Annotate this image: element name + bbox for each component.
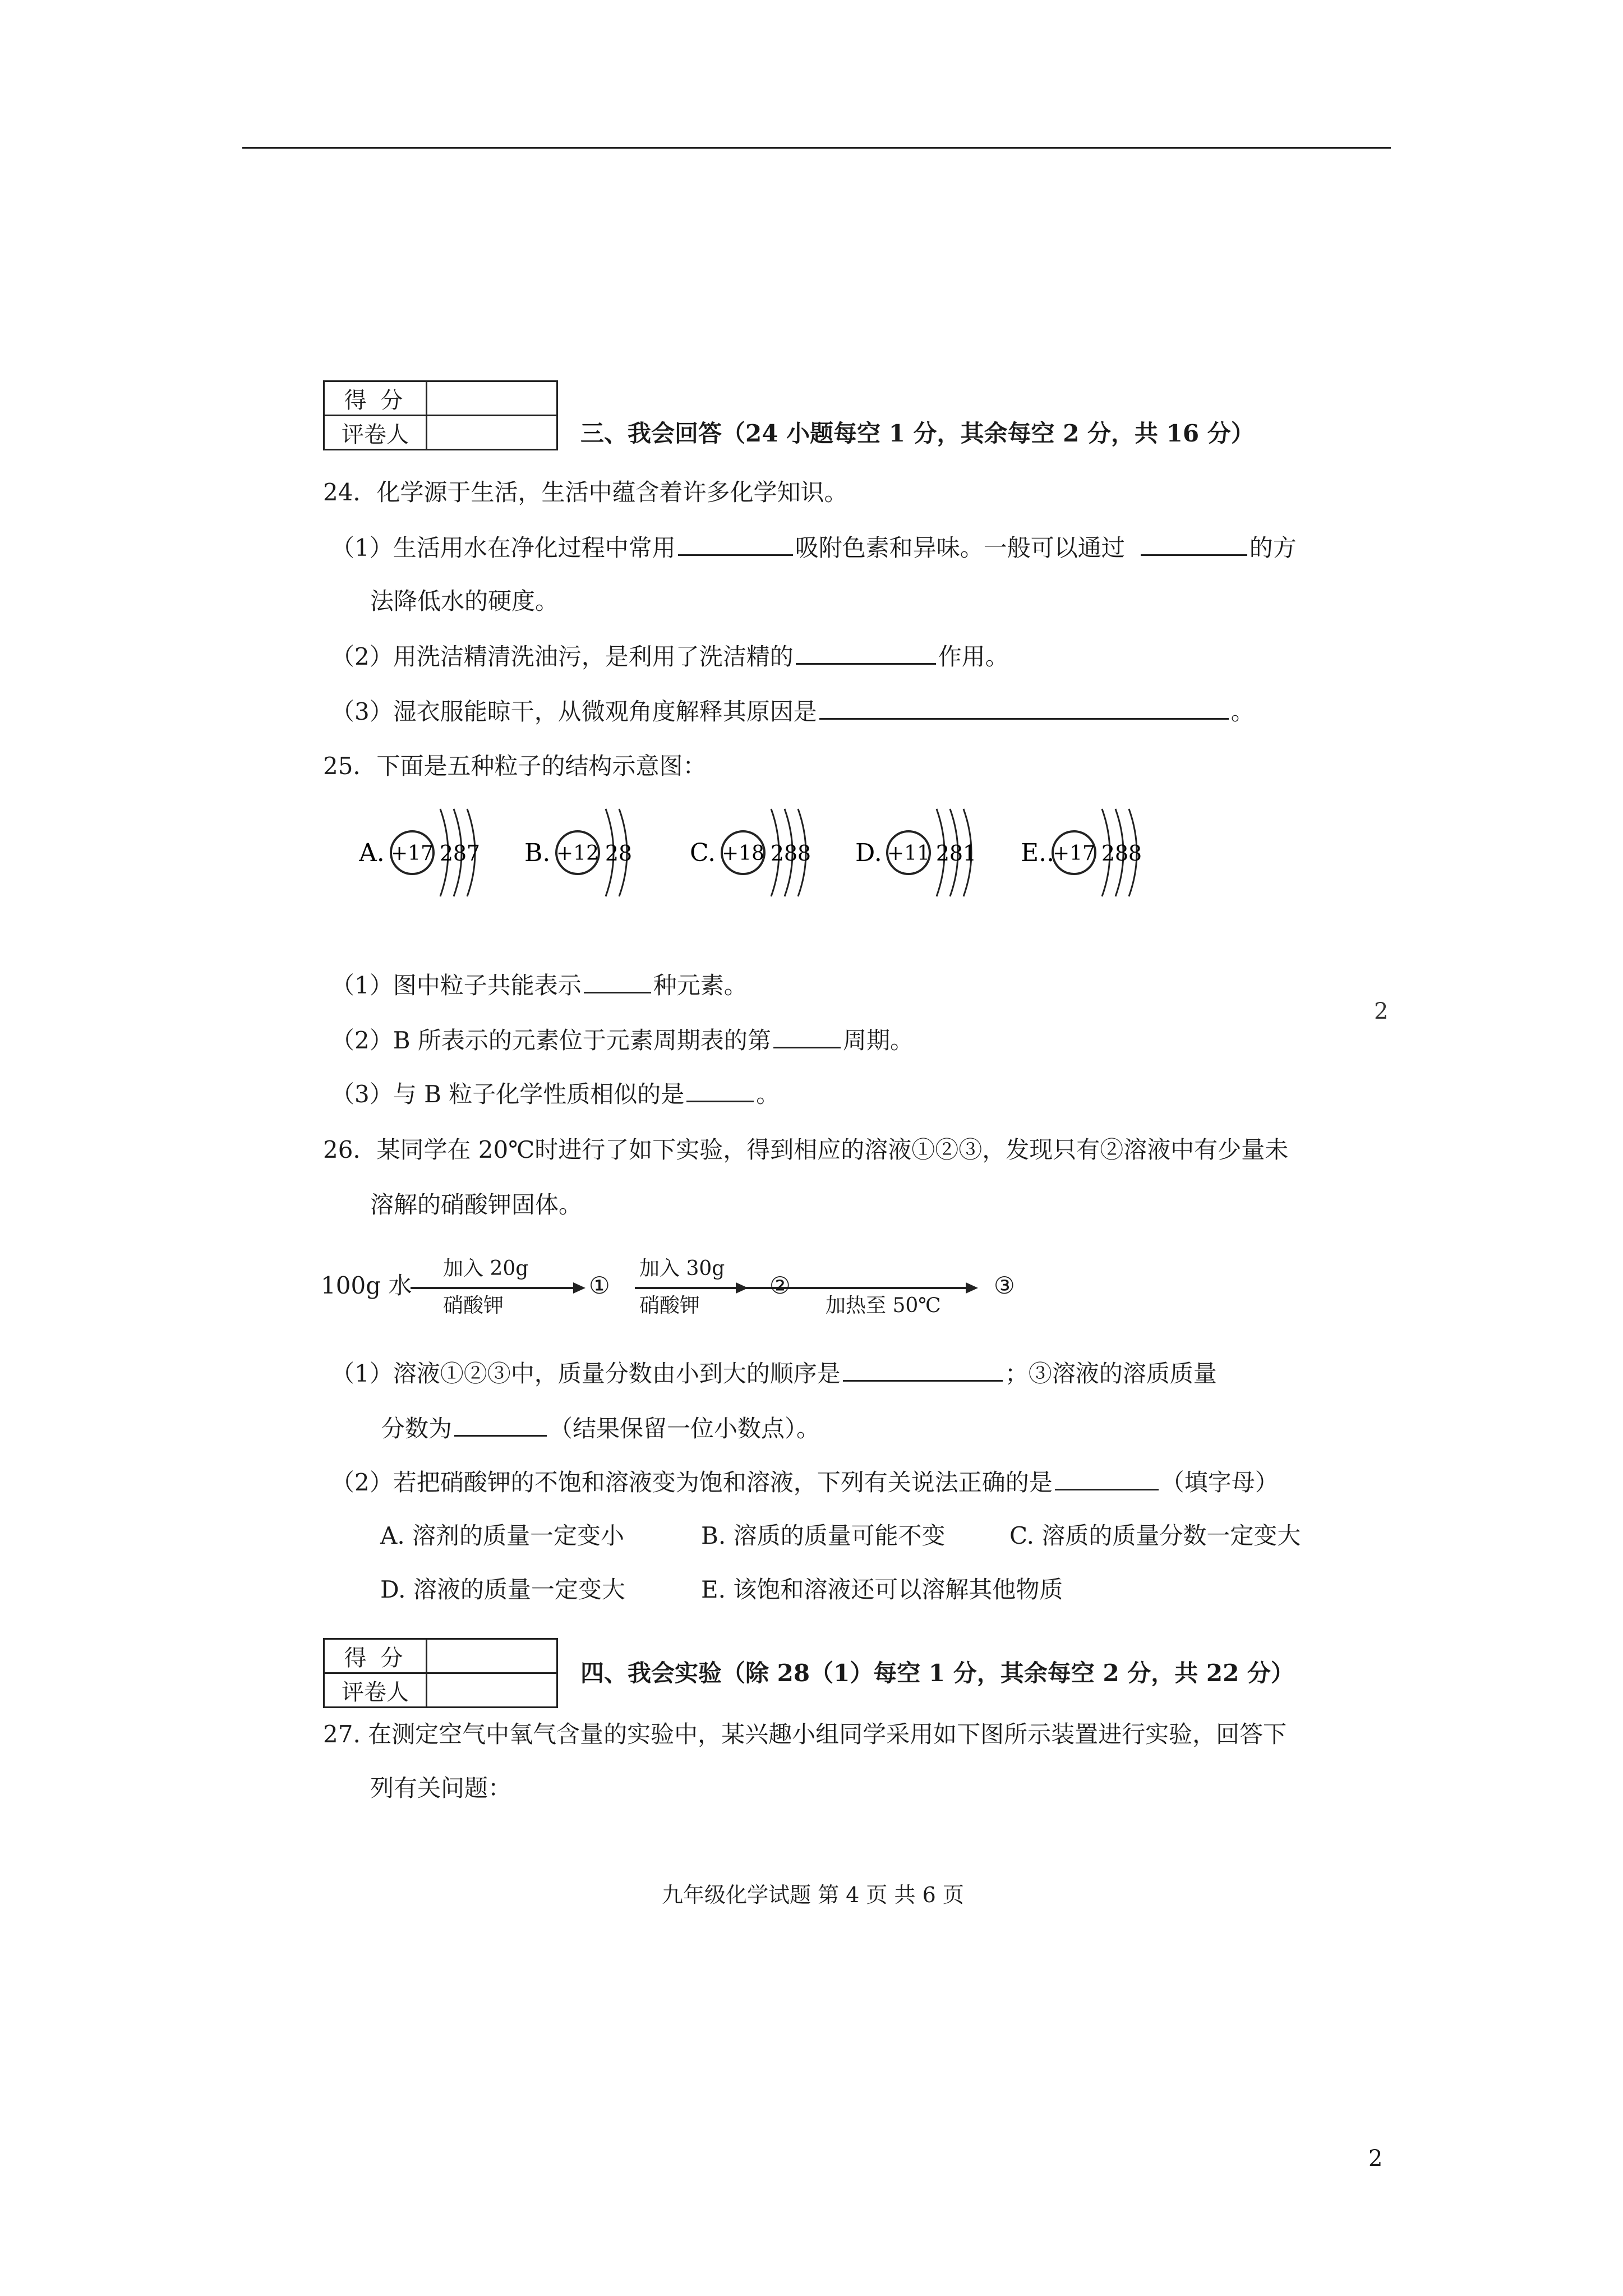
shell-electron-count: 7 — [466, 841, 481, 866]
section3-score-box — [323, 380, 558, 450]
answer-blank[interactable] — [454, 1412, 547, 1437]
q26-option-e: E. 该饱和溶液还可以溶解其他物质 — [701, 1576, 1063, 1603]
q26-part2 — [331, 1466, 1279, 1498]
page-number: 2 — [1368, 2146, 1383, 2171]
q27-line2: 列有关问题： — [370, 1774, 512, 1802]
grader-cell — [427, 1673, 557, 1708]
arrow1-top-label: 加入 20g — [443, 1257, 529, 1280]
shell-electron-count: 2 — [935, 841, 950, 866]
shell-electron-count: 8 — [797, 841, 811, 866]
shell-electron-count: 2 — [605, 841, 619, 866]
q26-p1b: ；③溶液的溶质质量 — [1004, 1360, 1217, 1387]
q25-part1 — [331, 969, 748, 1001]
shell-electron-count: 2 — [439, 841, 454, 866]
q24-p1c: 的方 — [1249, 534, 1297, 562]
q25-p1b: 种元素。 — [653, 972, 748, 999]
q26-flow-diagram — [321, 1257, 1050, 1324]
shell-electron-count: 8 — [618, 841, 633, 866]
q24-p2a: （2）用洗洁精清洗油污，是利用了洗洁精的 — [331, 643, 794, 670]
q24-stem: 24．化学源于生活，生活中蕴含着许多化学知识。 — [323, 478, 848, 506]
arrow-2-head — [736, 1282, 748, 1294]
q26-stem-line1: 26．某同学在 20℃时进行了如下实验，得到相应的溶液①②③，发现只有②溶液中有少量未 — [323, 1136, 1289, 1163]
q26-part1-cont — [381, 1412, 820, 1444]
q26-part1 — [331, 1358, 1217, 1389]
score-cell — [427, 381, 557, 416]
flow-node-2: ② — [769, 1272, 791, 1299]
particle-2 — [524, 809, 632, 896]
answer-blank[interactable] — [796, 641, 936, 665]
q26-p2a: （2）若把硝酸钾的不饱和溶液变为饱和溶液，下列有关说法正确的是 — [331, 1469, 1053, 1496]
grader-label: 评卷人 — [324, 416, 427, 450]
answer-blank[interactable] — [773, 1024, 841, 1048]
arrow2-bottom-label: 硝酸钾 — [639, 1294, 700, 1317]
q25-stem: 25．下面是五种粒子的结构示意图： — [323, 752, 707, 780]
q25-p3b: 。 — [756, 1080, 780, 1108]
shell-electron-count: 8 — [783, 841, 798, 866]
particle-4 — [855, 809, 976, 896]
q26-p1c: 分数为 — [381, 1415, 453, 1442]
grader-label: 评卷人 — [324, 1673, 427, 1708]
q26-option-c: C. 溶质的质量分数一定变大 — [1009, 1522, 1301, 1549]
answer-blank[interactable] — [584, 969, 651, 993]
q26-option-b: B. 溶质的质量可能不变 — [701, 1522, 946, 1549]
section4-title: 四、我会实验（除 28（1）每空 1 分，其余每空 2 分，共 22 分） — [580, 1659, 1294, 1687]
shell-electron-count: 1 — [962, 841, 977, 866]
q24-p3a: （3）湿衣服能晾干，从微观角度解释其原因是 — [331, 698, 817, 725]
nucleus-charge: +17 — [391, 842, 434, 865]
top-rule — [242, 147, 1391, 149]
q26-option-d: D. 溶液的质量一定变大 — [380, 1576, 625, 1603]
q25-part3 — [331, 1078, 780, 1110]
page-footer: 九年级化学试题 第 4 页 共 6 页 — [662, 1883, 964, 1907]
score-cell — [427, 1639, 557, 1673]
q25-p2a: （2）B 所表示的元素位于元素周期表的第 — [331, 1027, 771, 1054]
particle-letter: E.. — [1021, 839, 1055, 867]
flow-node-1: ① — [589, 1272, 610, 1299]
q25-p3a: （3）与 B 粒子化学性质相似的是 — [331, 1080, 685, 1108]
particle-3 — [690, 809, 811, 896]
particle-letter: A. — [359, 839, 385, 867]
section4-score-box — [323, 1638, 558, 1708]
q24-part1 — [331, 532, 1297, 564]
flow-start: 100g 水 — [321, 1272, 412, 1299]
q24-p3b: 。 — [1230, 698, 1255, 725]
shell-electron-count: 2 — [770, 841, 785, 866]
answer-blank[interactable] — [819, 696, 1229, 720]
shell-electron-count: 8 — [1128, 841, 1142, 866]
q25-p1a: （1）图中粒子共能表示 — [331, 972, 582, 999]
q26-option-a: A. 溶剂的质量一定变小 — [380, 1522, 625, 1549]
nucleus-charge: +12 — [556, 842, 599, 865]
q26-stem-line2: 溶解的硝酸钾固体。 — [370, 1191, 583, 1218]
shell-electron-count: 8 — [453, 841, 467, 866]
score-label: 得 分 — [324, 1639, 427, 1673]
arrow2-top-label: 加入 30g — [639, 1257, 725, 1280]
q24-p1b: 吸附色素和异味。一般可以通过 — [795, 534, 1125, 562]
q24-p2b: 作用。 — [938, 643, 1009, 670]
particle-5 — [1021, 809, 1142, 896]
arrow-1-head — [573, 1282, 585, 1294]
q25-p2b: 周期。 — [842, 1027, 914, 1054]
flow-node-3: ③ — [994, 1272, 1015, 1299]
answer-blank[interactable] — [678, 532, 793, 556]
q26-p2b: （填字母） — [1160, 1469, 1279, 1496]
q27-line1: 27. 在测定空气中氧气含量的实验中，某兴趣小组同学采用如下图所示装置进行实验，回答下 — [323, 1720, 1287, 1748]
q24-part3 — [331, 696, 1255, 728]
shell-electron-count: 8 — [949, 841, 963, 866]
particle-letter: C. — [690, 839, 716, 867]
q26-p1d: （结果保留一位小数点）。 — [549, 1415, 820, 1442]
shell-electron-count: 8 — [1114, 841, 1129, 866]
particle-1 — [359, 809, 480, 896]
nucleus-charge: +18 — [722, 842, 764, 865]
q24-p1d: 法降低水的硬度。 — [370, 587, 559, 615]
arrow-3-head — [966, 1282, 978, 1294]
arrow1-bottom-label: 硝酸钾 — [443, 1294, 504, 1317]
shell-electron-count: 2 — [1101, 841, 1115, 866]
margin-digit: 2 — [1374, 999, 1389, 1024]
particle-letter: B. — [524, 839, 551, 867]
answer-blank[interactable] — [843, 1358, 1003, 1382]
answer-blank[interactable] — [686, 1078, 754, 1102]
answer-blank[interactable] — [1141, 532, 1247, 556]
q24-p1a: （1）生活用水在净化过程中常用 — [331, 534, 676, 562]
particle-structure-diagrams — [359, 791, 1178, 920]
section3-title: 三、我会回答（24 小题每空 1 分，其余每空 2 分，共 16 分） — [580, 420, 1255, 447]
score-label: 得 分 — [324, 381, 427, 416]
nucleus-charge: +11 — [887, 842, 930, 865]
grader-cell — [427, 416, 557, 450]
q24-part2 — [331, 641, 1009, 673]
q25-part2 — [331, 1024, 914, 1056]
arrow3-bottom-label: 加热至 50℃ — [826, 1294, 941, 1317]
particle-letter: D. — [855, 839, 882, 867]
nucleus-charge: +17 — [1053, 842, 1095, 865]
answer-blank[interactable] — [1055, 1466, 1159, 1490]
q26-p1a: （1）溶液①②③中，质量分数由小到大的顺序是 — [331, 1360, 841, 1387]
